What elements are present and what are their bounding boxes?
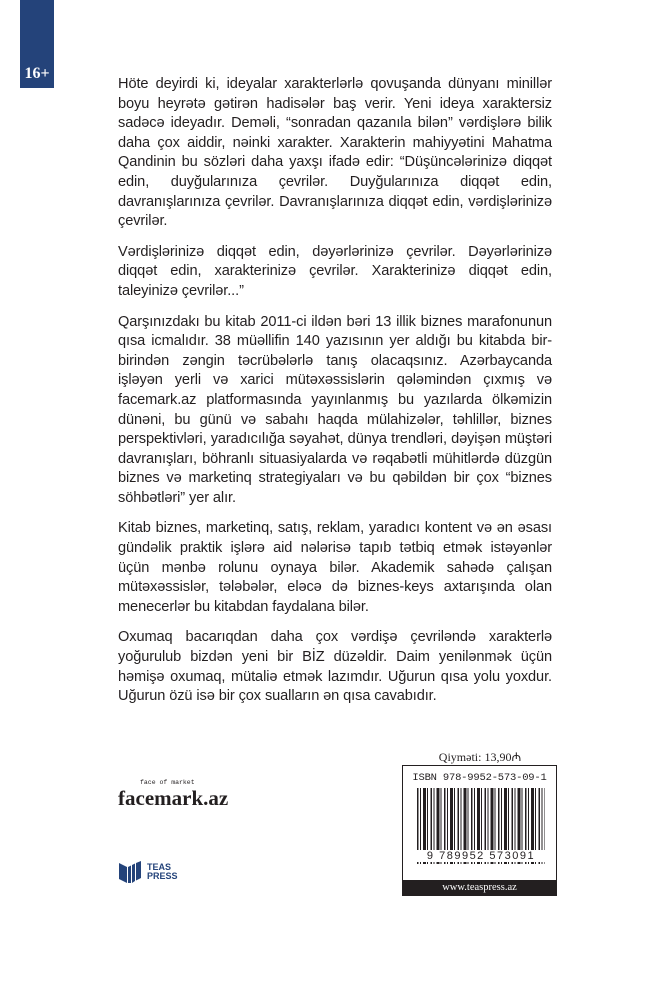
paragraph-2: Vərdişlərinizə diqqət edin, dəyərlərinizə çevrilər. Dəyərlərinizə diqqət edin, xarakterinizə çevrilər. Xarakterinizə diqqət edin, taleyinizə çevrilər...”	[118, 243, 552, 299]
publisher-line-1: TEAS	[147, 861, 172, 872]
paragraph-3: Qarşınızdakı bu kitab 2011-ci ildən bəri 13 illik biznes marafonunun qısa icmalıdır. 38 müəllifin 140 yazısının yer aldığı bu kitabda bir-birindən zəngin təcrübələrlə tanış olacaqsınız. Azərbaycanda işləyən yerli və xarici mütəxəssislərin qələmindən çıxmış və facemark.az platformasında yayınlanmış bu yazılarda ölkəmizin dünəni, bu günü və sabahı haqda mülahizələr, təhlillər, biznes perspektivləri, yaradıcılığa səyahət, dünya trendləri, dəyişən müştəri davranışları, böhranlı situasiyalarda və rəqabətli mühitlərdə düzgün biznes və marketinq strategiyaları və bu qəbildən bir çox “biznes söhbətləri” yer alır.	[118, 313, 552, 506]
teas-press-logo	[118, 860, 178, 884]
barcode-image	[417, 788, 545, 864]
facemark-name: facemark.az	[118, 786, 229, 810]
age-rating-badge	[20, 0, 54, 88]
back-cover-text	[118, 75, 552, 718]
teas-press-emblem-icon	[118, 860, 142, 884]
facemark-tagline: face of market	[140, 779, 195, 786]
publisher-website: www.teaspress.az	[402, 880, 557, 896]
price-label: Qiyməti: 13,90₼	[438, 750, 522, 764]
age-rating-label: 16+	[24, 65, 50, 82]
publisher-line-2: PRESS	[147, 871, 178, 881]
facemark-logo	[118, 779, 228, 809]
isbn-barcode-box	[402, 765, 557, 880]
isbn-number: ISBN 978-9952-573-09-1	[412, 772, 547, 784]
paragraph-5: Oxumaq bacarıqdan daha çox vərdişə çevriləndə xarakterlə yoğurulub bizdən yeni bir BİZ düzəldir. Daim yenilənmək üçün həmişə oxumaq, mütaliə etmək lazımdır. Uğurun qısa yolu yoxdur. Uğurun özü isə bir çox sualların ən qısa cavabıdır.	[118, 629, 552, 705]
barcode-digits: 9 789952 573091	[417, 850, 545, 862]
paragraph-1: Höte deyirdi ki, ideyalar xarakterlərlə qovuşanda dünyanı minillər boyu heyrətə gətirən hadisələr baş verir. Yeni ideya xaraktersiz sadəcə ideyadır. Deməli, “sonradan qazanıla bilən” vərdişlərə bilik daha çox aiddir, nəinki xarakter. Xarakterin mahiyyətini Mahatma Qandinin bu sözləri daha yaxşı ifadə edir: “Düşüncələrinizə diqqət edin, duyğularınıza çevrilər. Duyğularınıza diqqət edin, davranışlarınıza çevrilər. Davranışlarınıza diqqət edin, vərdişlərinizə çevrilər.	[118, 76, 552, 230]
paragraph-4: Kitab biznes, marketinq, satış, reklam, yaradıcı kontent və ən əsası gündəlik praktik işlərə aid nələrisə tapıb tətbiq etmək istəyənlər üçün mənbə rolunu oynaya bilər. Akademik sahədə çalışan mütəxəssislər, tələbələr, eləcə də biznes-keys axtarışında olan menecerlər bu kitabdan faydalana bilər.	[118, 520, 552, 615]
